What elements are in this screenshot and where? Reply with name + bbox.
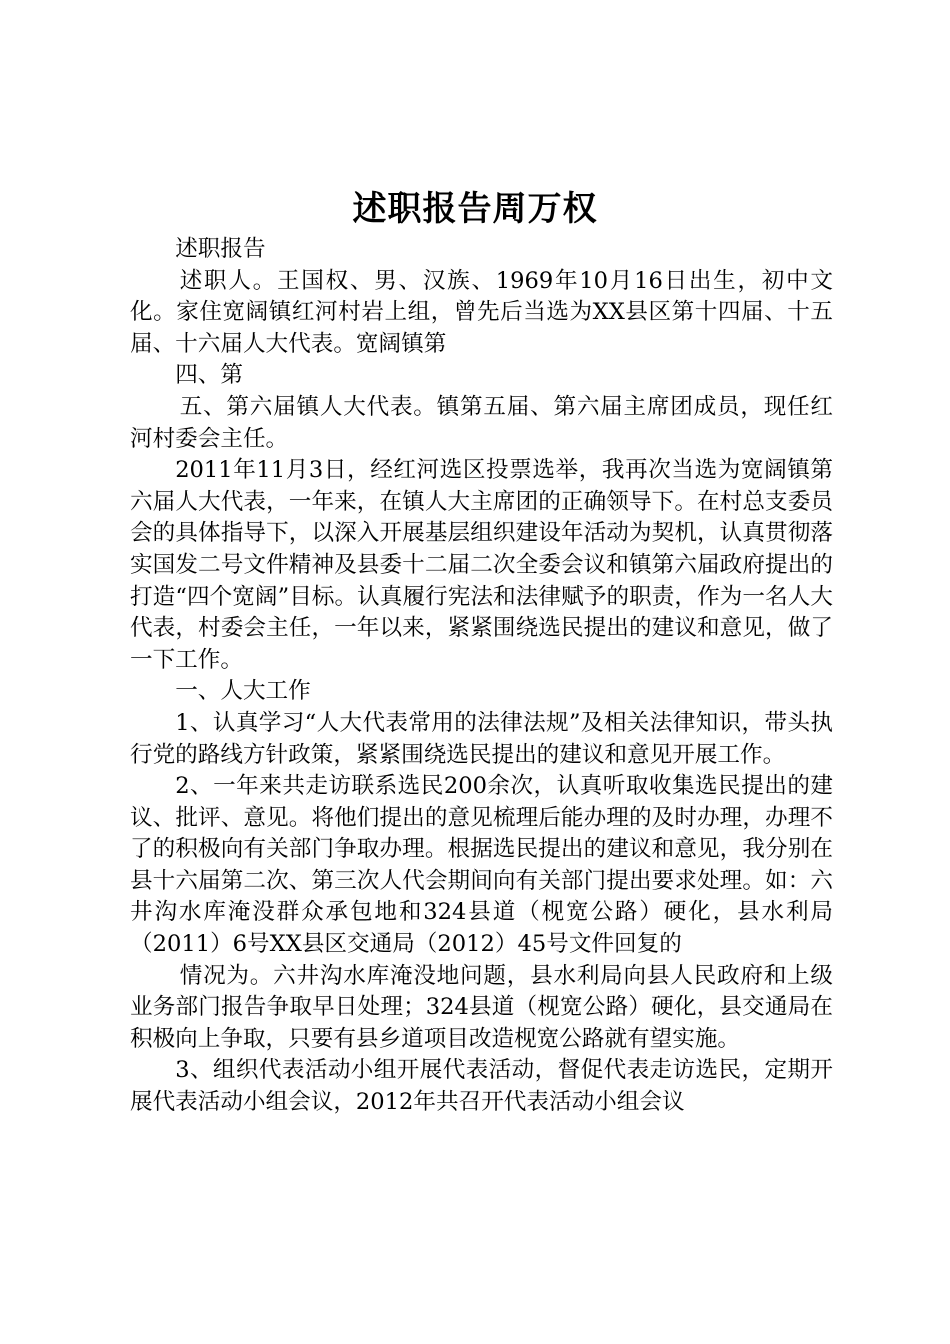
paragraph-election: 2011年11月3日，经红河选区投票选举，我再次当选为宽阔镇第六届人大代表，一年来，在镇人大主席团的正确领导下。在村总支委员会的具体指导下，以深入开展基层组织建设年活动为契机，认真贯彻落实国发二号文件精神及县委十二届二次全委会议和镇第六届政府提出的打造“四个宽阔”目标。认真履行宪法和法律赋予的职责，作为一名人大代表，村委会主任，一年以来，紧紧围绕选民提出的建议和意见，做了一下工作。 xyxy=(130,457,833,673)
paragraph-item-2: 2、一年来共走访联系选民200余次，认真听取收集选民提出的建议、批评、意见。将他们提出的意见梳理后能办理的及时办理，办理不了的积极向有关部门争取办理。根据选民提出的建议和意见，我分别在县十六届第二次、第三次人代会期间向有关部门提出要求处理。如：六井沟水库淹没群众承包地和324县道（枧宽公路）硬化，县水利局（2011）6号XX县区交通局（2012）45号文件回复的 xyxy=(130,773,833,958)
document-body xyxy=(130,234,833,1119)
document-title: 述职报告周万权 xyxy=(352,189,598,229)
paragraph-item-3: 3、组织代表活动小组开展代表活动，督促代表走访选民，定期开展代表活动小组会议，2012年共召开代表活动小组会议 xyxy=(130,1057,833,1116)
section-heading-npc-work: 一、人大工作 xyxy=(175,678,311,705)
paragraph-item-2-continued: 情况为。六井沟水库淹没地问题，县水利局向县人民政府和上级业务部门报告争取早日处理；324县道（枧宽公路）硬化，县交通局在积极向上争取，只要有县乡道项目改造枧宽公路就有望实施。 xyxy=(130,962,833,1052)
paragraph-fragment-four: 四、第 xyxy=(175,362,243,389)
paragraph-fragment-five: 五、第六届镇人大代表。镇第五届、第六届主席团成员，现任红河村委会主任。 xyxy=(130,393,833,452)
paragraph-heading: 述职报告 xyxy=(175,236,266,262)
paragraph-item-1: 1、认真学习“人大代表常用的法律法规”及相关法律知识，带头执行党的路线方针政策，紧紧围绕选民提出的建议和意见开展工作。 xyxy=(130,709,833,768)
paragraph-introduction: 述职人。王国权、男、汉族、1969年10月16日出生，初中文化。家住宽阔镇红河村岩上组，曾先后当选为XX县区第十四届、十五届、十六届人大代表。宽阔镇第 xyxy=(130,267,833,357)
